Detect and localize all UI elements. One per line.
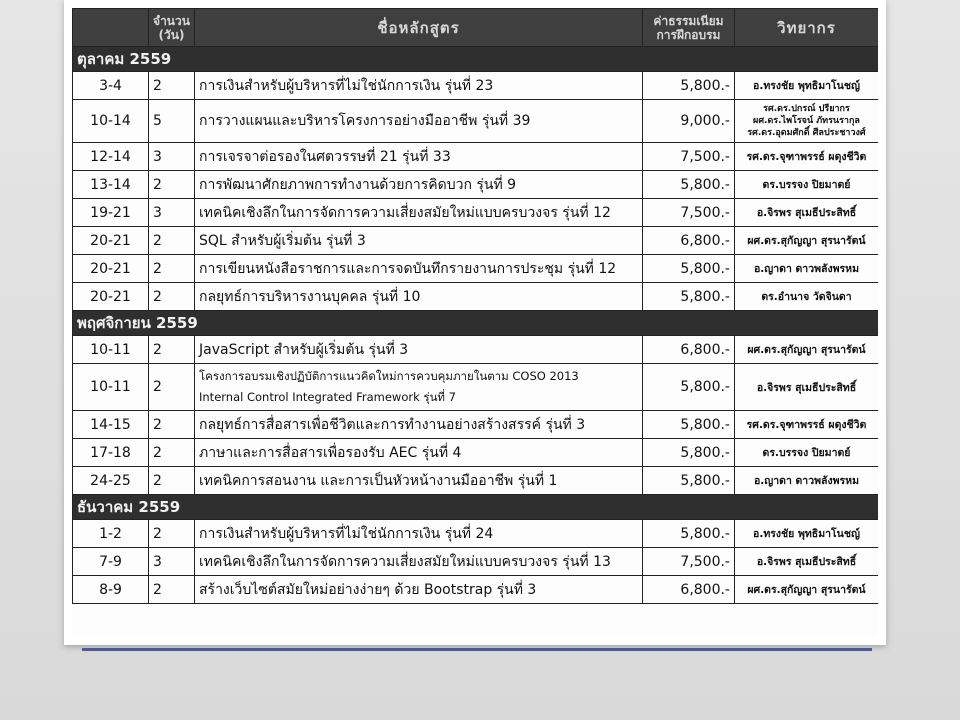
month-label: พฤศจิกายน 2559 [73,311,879,336]
table-row [73,467,879,495]
course-cell: เทคนิคเชิงลึกในการจัดการความเสี่ยงสมัยใหม่แบบครบวงจร รุ่นที่ 12 [195,199,643,227]
table-row [73,100,879,143]
course-cell: เทคนิคการสอนงาน และการเป็นหัวหน้างานมืออาชีพ รุ่นที่ 1 [195,467,643,495]
header-fee: ค่าธรรมเนียม การฝึกอบรม [643,9,735,47]
slide-underline [82,648,872,651]
days-cell: 2 [149,364,195,411]
date-cell: 10-11 [73,364,149,411]
fee-cell: 6,800.- [643,227,735,255]
lecturer-cell: ดร.บรรจง ปิยมาตย์ [735,439,879,467]
days-cell: 2 [149,336,195,364]
month-row [73,311,879,336]
date-cell: 24-25 [73,467,149,495]
lecturer-cell: อ.จิรพร สุเมธีประสิทธิ์ [735,199,879,227]
days-cell: 2 [149,255,195,283]
date-cell: 17-18 [73,439,149,467]
course-cell: การวางแผนและบริหารโครงการอย่างมืออาชีพ รุ่นที่ 39 [195,100,643,143]
header-lecturer: วิทยากร [735,9,879,47]
table-row [73,227,879,255]
lecturer-cell: ผศ.ดร.สุกัญญา สุรนารัตน์ [735,336,879,364]
days-cell: 3 [149,199,195,227]
fee-cell: 5,800.- [643,255,735,283]
days-cell: 2 [149,439,195,467]
fee-cell: 5,800.- [643,439,735,467]
course-cell: การเงินสำหรับผู้บริหารที่ไม่ใช่นักการเงิน รุ่นที่ 23 [195,72,643,100]
date-cell: 19-21 [73,199,149,227]
date-cell: 20-21 [73,255,149,283]
days-cell: 2 [149,520,195,548]
days-cell: 2 [149,467,195,495]
fee-cell: 5,800.- [643,467,735,495]
course-cell: SQL สำหรับผู้เริ่มต้น รุ่นที่ 3 [195,227,643,255]
table-row [73,336,879,364]
month-row [73,47,879,72]
course-line: โครงการอบรมเชิงปฏิบัติการแนวคิดใหม่การควบคุมภายในตาม COSO 2013 [199,369,579,383]
lecturer-cell: ผศ.ดร.สุกัญญา สุรนารัตน์ [735,576,879,604]
fee-cell: 9,000.- [643,100,735,143]
table-row [73,520,879,548]
course-cell: การพัฒนาศักยภาพการทำงานด้วยการคิดบวก รุ่นที่ 9 [195,171,643,199]
table-row [73,283,879,311]
scanned-schedule-document [72,8,878,636]
lecturer-line: รศ.ดร.อุดมศักดิ์ ศีลประชาวงศ์ [747,128,866,138]
lecturer-line: รศ.ดร.ปกรณ์ ปรียากร [763,104,850,114]
month-row [73,495,879,520]
fee-cell: 5,800.- [643,171,735,199]
training-schedule-table [72,8,878,604]
date-cell: 8-9 [73,576,149,604]
course-line: Internal Control Integrated Framework รุ่นที่ 7 [199,390,456,404]
header-days: จำนวน (วัน) [149,9,195,47]
days-cell: 2 [149,171,195,199]
fee-cell: 5,800.- [643,520,735,548]
days-cell: 3 [149,143,195,171]
lecturer-cell: ผศ.ดร.สุกัญญา สุรนารัตน์ [735,227,879,255]
days-cell: 3 [149,548,195,576]
fee-cell: 5,800.- [643,364,735,411]
table-row [73,576,879,604]
table-row [73,143,879,171]
date-cell: 20-21 [73,283,149,311]
course-cell: JavaScript สำหรับผู้เริ่มต้น รุ่นที่ 3 [195,336,643,364]
date-cell: 1-2 [73,520,149,548]
fee-cell: 5,800.- [643,411,735,439]
fee-cell: 7,500.- [643,143,735,171]
date-cell: 12-14 [73,143,149,171]
lecturer-cell [735,100,879,143]
fee-cell: 6,800.- [643,336,735,364]
lecturer-line: ผศ.ดร.ไพโรจน์ ภัทรนรากุล [753,116,860,126]
days-cell: 2 [149,283,195,311]
table-row [73,171,879,199]
lecturer-cell: อ.ทรงชัย พุทธิมาโนชญ์ [735,520,879,548]
table-row [73,439,879,467]
days-cell: 2 [149,227,195,255]
fee-cell: 6,800.- [643,576,735,604]
date-cell: 14-15 [73,411,149,439]
header-course: ชื่อหลักสูตร [195,9,643,47]
date-cell: 10-11 [73,336,149,364]
lecturer-cell: อ.ทรงชัย พุทธิมาโนชญ์ [735,72,879,100]
date-cell: 10-14 [73,100,149,143]
lecturer-cell: ดร.อำนาจ วัดจินดา [735,283,879,311]
course-cell: การเจรจาต่อรองในศตวรรษที่ 21 รุ่นที่ 33 [195,143,643,171]
header-date [73,9,149,47]
table-row [73,199,879,227]
fee-cell: 5,800.- [643,283,735,311]
date-cell: 3-4 [73,72,149,100]
fee-cell: 5,800.- [643,72,735,100]
table-row [73,72,879,100]
lecturer-cell: รศ.ดร.จุฑาพรรธ์ ผดุงชีวิต [735,143,879,171]
fee-cell: 7,500.- [643,548,735,576]
course-cell: ภาษาและการสื่อสารเพื่อรองรับ AEC รุ่นที่ 4 [195,439,643,467]
date-cell: 20-21 [73,227,149,255]
course-cell: กลยุทธ์การสื่อสารเพื่อชีวิตและการทำงานอย่างสร้างสรรค์ รุ่นที่ 3 [195,411,643,439]
days-cell: 2 [149,72,195,100]
table-row [73,364,879,411]
course-cell: สร้างเว็บไซต์สมัยใหม่อย่างง่ายๆ ด้วย Bootstrap รุ่นที่ 3 [195,576,643,604]
course-cell: การเงินสำหรับผู้บริหารที่ไม่ใช่นักการเงิน รุ่นที่ 24 [195,520,643,548]
course-cell: เทคนิคเชิงลึกในการจัดการความเสี่ยงสมัยใหม่แบบครบวงจร รุ่นที่ 13 [195,548,643,576]
course-cell [195,364,643,411]
course-cell: การเขียนหนังสือราชการและการจดบันทึกรายงานการประชุม รุ่นที่ 12 [195,255,643,283]
month-label: ตุลาคม 2559 [73,47,879,72]
days-cell: 2 [149,411,195,439]
table-header-row [73,9,879,47]
course-cell: กลยุทธ์การบริหารงานบุคคล รุ่นที่ 10 [195,283,643,311]
lecturer-cell: อ.ญาดา ดาวพลังพรหม [735,255,879,283]
table-row [73,255,879,283]
lecturer-cell: ดร.บรรจง ปิยมาตย์ [735,171,879,199]
table-row [73,411,879,439]
month-label: ธันวาคม 2559 [73,495,879,520]
days-cell: 2 [149,576,195,604]
fee-cell: 7,500.- [643,199,735,227]
lecturer-cell: รศ.ดร.จุฑาพรรธ์ ผดุงชีวิต [735,411,879,439]
days-cell: 5 [149,100,195,143]
lecturer-cell: อ.ญาดา ดาวพลังพรหม [735,467,879,495]
date-cell: 13-14 [73,171,149,199]
lecturer-cell: อ.จิรพร สุเมธีประสิทธิ์ [735,364,879,411]
date-cell: 7-9 [73,548,149,576]
lecturer-cell: อ.จิรพร สุเมธีประสิทธิ์ [735,548,879,576]
table-row [73,548,879,576]
